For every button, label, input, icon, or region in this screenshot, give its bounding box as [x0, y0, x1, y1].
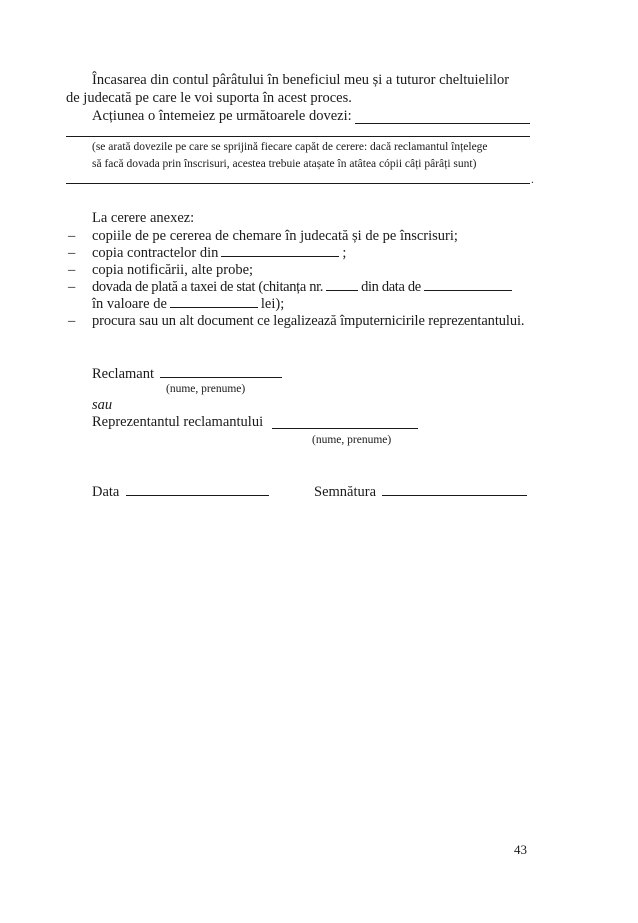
claimant-name-blank: [160, 377, 282, 378]
evidence-blank-line: [66, 136, 530, 137]
list-dash: –: [68, 313, 76, 329]
annex-item: [68, 313, 524, 330]
annex-item-text: din data de: [361, 279, 421, 295]
evidence-note: (se arată dovezile pe care se sprijină fiecare capăt de cerere: dacă reclamantul înțelege: [92, 141, 488, 153]
annex-item-text: copia notificării, alte probe;: [92, 262, 254, 278]
annex-item-text: copia contractelor din: [92, 245, 219, 261]
date-label: Data: [92, 484, 120, 500]
amount-blank: [170, 306, 258, 308]
date-blank: [126, 495, 269, 496]
representative-name-blank: [272, 428, 418, 429]
signature-blank: [382, 495, 527, 496]
annex-heading: La cerere anexez:: [92, 210, 195, 226]
paragraph-line: Încasarea din contul pârâtului în beneficiul meu și a tuturor cheltuielilor: [92, 72, 510, 88]
evidence-blank-line: [355, 123, 530, 124]
signature-label: Semnătura: [314, 484, 377, 500]
evidence-note: să facă dovada prin înscrisuri, acestea trebuie atașate în atâtea cópii câți pârâți sunt): [92, 158, 477, 170]
annex-item: [68, 228, 458, 245]
list-dash: –: [68, 262, 76, 278]
list-dash: –: [68, 245, 76, 261]
evidence-blank-line: [66, 183, 530, 184]
annex-item-text: copiile de pe cererea de chemare în judecată și de pe înscrisuri;: [92, 228, 458, 244]
paragraph-line: de judecată pe care le voi suporta în acest proces.: [66, 90, 352, 106]
claimant-hint: (nume, prenume): [166, 383, 246, 395]
representative-label: Reprezentantul reclamantului: [92, 414, 264, 430]
representative-hint: (nume, prenume): [312, 434, 392, 446]
contract-date-blank: [221, 255, 339, 257]
list-dash: –: [68, 228, 76, 244]
annex-item-text: ;: [342, 245, 347, 261]
or-label: sau: [92, 397, 113, 413]
trailing-dot: .: [531, 174, 534, 186]
claimant-label: Reclamant: [92, 366, 155, 382]
list-dash: –: [68, 279, 75, 295]
page-number: 43: [514, 842, 527, 857]
annex-item-text: în valoare de: [92, 296, 167, 312]
annex-item: [68, 279, 515, 296]
annex-item: [68, 262, 253, 279]
annex-item-text: dovada de plată a taxei de stat (chitanța nr.: [92, 279, 324, 295]
receipt-date-blank: [424, 289, 512, 291]
receipt-number-blank: [326, 289, 358, 291]
annex-item-continuation: [92, 296, 284, 313]
annex-item-text: procura sau un alt document ce legalizează împuternicirile reprezentantului.: [92, 313, 525, 329]
evidence-intro: Acțiunea o întemeiez pe următoarele dovezi:: [92, 108, 352, 124]
annex-item-text: lei);: [260, 296, 285, 312]
annex-item: [68, 245, 346, 262]
